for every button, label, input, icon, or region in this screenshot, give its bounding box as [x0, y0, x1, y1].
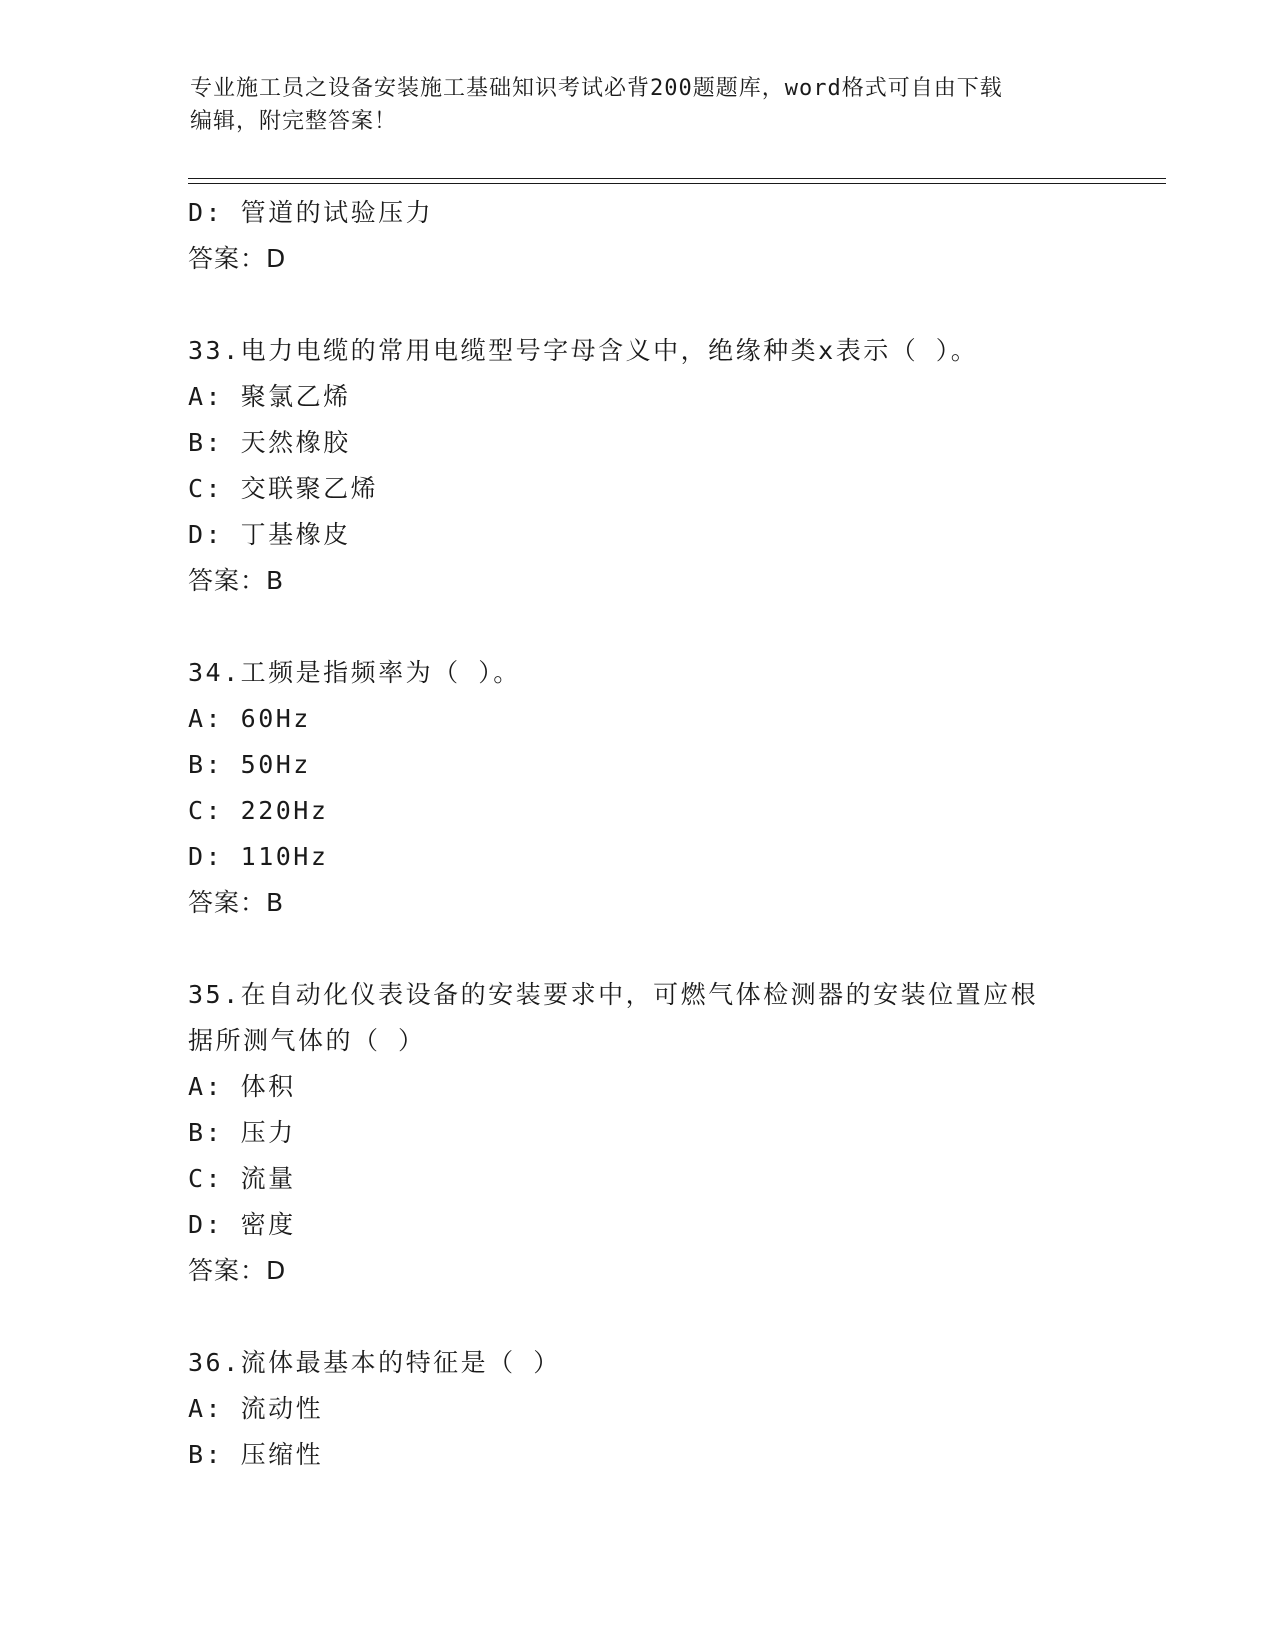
question-35-text-line-1: 35.在自动化仪表设备的安装要求中，可燃气体检测器的安装位置应根 [188, 980, 1039, 1009]
question-33-option-c: C: 交联聚乙烯 [188, 474, 379, 503]
question-33-option-d: D: 丁基橡皮 [188, 520, 351, 549]
question-35-answer: 答案：D [188, 1256, 287, 1285]
prev-answer: 答案：D [188, 244, 287, 273]
question-33-option-a: A: 聚氯乙烯 [188, 382, 351, 411]
header-line-1: 专业施工员之设备安装施工基础知识考试必背200题题库，word格式可自由下载 [190, 76, 1003, 101]
question-35-text-line-2: 据所测气体的（ ） [188, 1026, 426, 1055]
question-34-option-a: A: 60Hz [188, 704, 311, 733]
question-33-text: 33.电力电缆的常用电缆型号字母含义中，绝缘种类x表示（ ）。 [188, 336, 979, 365]
question-33-answer: 答案：B [188, 566, 285, 595]
question-36-option-a: A: 流动性 [188, 1394, 324, 1423]
question-35-option-d: D: 密度 [188, 1210, 296, 1239]
question-34-option-c: C: 220Hz [188, 796, 329, 825]
question-33-option-b: B: 天然橡胶 [188, 428, 351, 457]
question-36-option-b: B: 压缩性 [188, 1440, 324, 1469]
header-divider-bottom [188, 183, 1166, 184]
question-34-answer: 答案：B [188, 888, 285, 917]
header-line-2: 编辑，附完整答案！ [190, 109, 398, 134]
prev-option-d: D: 管道的试验压力 [188, 198, 434, 227]
document-header [190, 72, 1090, 138]
question-34-option-b: B: 50Hz [188, 750, 311, 779]
header-divider-top [188, 178, 1166, 179]
question-34-text: 34.工频是指频率为（ ）。 [188, 658, 521, 687]
question-list [188, 190, 1138, 1478]
question-35-option-b: B: 压力 [188, 1118, 296, 1147]
question-35-option-c: C: 流量 [188, 1164, 296, 1193]
question-34-option-d: D: 110Hz [188, 842, 329, 871]
question-36-text: 36.流体最基本的特征是（ ） [188, 1348, 561, 1377]
question-35-option-a: A: 体积 [188, 1072, 296, 1101]
